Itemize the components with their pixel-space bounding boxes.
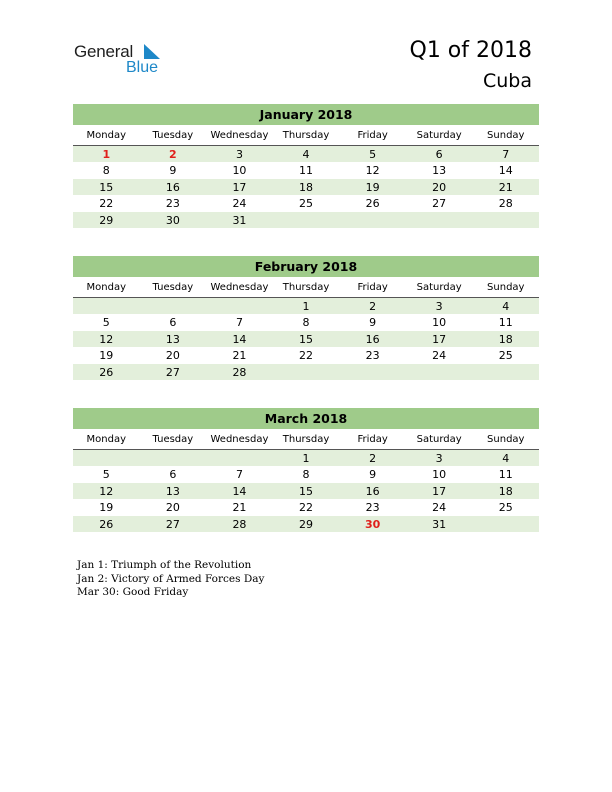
day-cell: 4 [302,148,310,161]
day-cell: 2 [369,300,377,313]
week-row [73,298,539,314]
day-cell: 7 [502,148,510,161]
day-cell: 24 [432,501,447,515]
day-cell [472,212,539,228]
week-row [73,179,539,195]
day-cell: 5 [102,468,110,482]
day-cell: 23 [365,501,380,515]
holiday-note: Jan 1: Triumph of the Revolution [77,559,252,571]
holiday-note: Mar 30: Good Friday [77,586,189,598]
month-title: January 2018 [73,104,539,125]
day-cell: 8 [302,468,310,482]
day-cell [406,212,473,228]
weekday-label: Friday [357,282,388,293]
weekday-label: Wednesday [210,130,269,141]
week-row [73,466,539,482]
day-cell: 18 [498,484,513,498]
month-march [73,408,539,532]
day-cell: 10 [432,468,447,482]
day-cell: 28 [232,365,247,379]
day-cell: 18 [299,180,314,194]
day-cell: 23 [365,349,380,363]
day-cell: 31 [432,517,447,531]
day-cell [206,298,273,314]
day-cell [472,516,539,532]
weekday-header [73,277,539,298]
day-cell: 13 [432,164,447,178]
day-cell: 22 [99,197,114,211]
day-cell [273,212,340,228]
month-title: March 2018 [73,408,539,429]
day-cell: 28 [498,197,513,211]
day-cell: 27 [165,365,180,379]
day-cell: 21 [498,180,513,194]
day-cell: 16 [365,484,380,498]
day-cell [339,212,406,228]
day-cell: 25 [498,349,513,363]
weekday-label: Saturday [416,282,462,293]
day-cell: 26 [99,517,114,531]
day-cell: 8 [102,164,110,178]
day-cell: 4 [502,452,510,465]
day-cell: 19 [99,349,114,363]
brand-general: General [74,42,134,61]
weekday-header [73,125,539,146]
week-row [73,347,539,363]
day-cell: 1 [102,148,111,161]
holiday-notes [77,559,264,600]
week-row [73,162,539,178]
day-cell: 11 [498,316,513,330]
day-cell: 19 [99,501,114,515]
day-cell: 20 [432,180,447,194]
day-cell: 3 [435,452,443,465]
weekday-label: Tuesday [152,282,194,293]
day-cell [339,364,406,380]
day-cell: 22 [299,501,314,515]
day-cell: 24 [432,349,447,363]
day-cell: 13 [165,484,180,498]
country-name: Cuba [482,70,532,92]
day-cell: 3 [235,148,243,161]
weekday-label: Friday [357,434,388,445]
day-cell: 26 [365,197,380,211]
day-cell: 10 [232,164,247,178]
weekday-label: Thursday [282,282,330,293]
day-cell: 26 [99,365,114,379]
day-cell: 4 [502,300,510,313]
day-cell: 28 [232,517,247,531]
day-cell: 9 [369,468,377,482]
day-cell: 12 [365,164,380,178]
day-cell: 9 [169,164,177,178]
day-cell: 24 [232,197,247,211]
day-cell: 7 [235,468,243,482]
weekday-header [73,429,539,450]
day-cell: 29 [99,213,114,227]
day-cell: 1 [302,300,310,313]
page-title: Q1 of 2018 [409,38,532,63]
weekday-label: Monday [86,434,127,445]
day-cell: 5 [102,316,110,330]
weekday-label: Wednesday [210,282,269,293]
day-cell: 18 [498,332,513,346]
day-cell: 5 [369,148,377,161]
day-cell: 13 [165,332,180,346]
weekday-label: Monday [86,130,127,141]
month-title: February 2018 [73,256,539,277]
week-row [73,195,539,211]
week-row [73,499,539,515]
brand-logo [74,42,184,78]
week-row [73,450,539,466]
day-cell: 15 [99,180,114,194]
weekday-label: Sunday [487,282,525,293]
day-cell: 2 [169,148,177,161]
month-january [73,104,539,228]
day-cell: 21 [232,349,247,363]
week-row [73,516,539,532]
day-cell [273,364,340,380]
month-february [73,256,539,380]
weekday-label: Sunday [487,130,525,141]
week-row [73,212,539,228]
weekday-label: Friday [357,130,388,141]
day-cell: 9 [369,316,377,330]
week-row [73,314,539,330]
day-cell: 17 [432,484,447,498]
day-cell: 17 [432,332,447,346]
day-cell: 20 [165,501,180,515]
day-cell: 19 [365,180,380,194]
day-cell: 1 [302,452,310,465]
day-cell: 7 [235,316,243,330]
day-cell: 30 [165,213,180,227]
brand-blue: Blue [126,59,159,76]
day-cell: 25 [299,197,314,211]
weekday-label: Thursday [282,434,330,445]
day-cell: 6 [169,316,177,330]
day-cell: 20 [165,349,180,363]
weekday-label: Saturday [416,130,462,141]
day-cell: 2 [369,452,377,465]
week-row [73,483,539,499]
day-cell: 6 [169,468,177,482]
day-cell [73,298,140,314]
day-cell: 21 [232,501,247,515]
day-cell: 25 [498,501,513,515]
day-cell: 14 [232,332,247,346]
weekday-label: Saturday [416,434,462,445]
day-cell: 11 [498,468,513,482]
holiday-note: Jan 2: Victory of Armed Forces Day [77,572,265,585]
day-cell: 15 [299,332,314,346]
weekday-label: Sunday [487,434,525,445]
day-cell: 12 [99,332,114,346]
day-cell: 16 [365,332,380,346]
day-cell: 10 [432,316,447,330]
day-cell: 15 [299,484,314,498]
weekday-label: Thursday [282,130,330,141]
day-cell: 3 [435,300,443,313]
day-cell: 27 [432,197,447,211]
weekday-label: Tuesday [152,130,194,141]
day-cell [140,450,207,466]
day-cell: 6 [435,148,443,161]
day-cell: 17 [232,180,247,194]
week-row [73,364,539,380]
day-cell: 27 [165,517,180,531]
day-cell [140,298,207,314]
day-cell [472,364,539,380]
day-cell: 16 [165,180,180,194]
day-cell [206,450,273,466]
week-row [73,331,539,347]
day-cell: 30 [364,517,381,531]
day-cell: 31 [232,213,247,227]
day-cell: 22 [299,349,314,363]
day-cell: 14 [498,164,513,178]
weekday-label: Wednesday [210,434,269,445]
day-cell [406,364,473,380]
day-cell: 11 [299,164,314,178]
day-cell: 29 [299,517,314,531]
weekday-label: Tuesday [152,434,194,445]
day-cell: 12 [99,484,114,498]
day-cell [73,450,140,466]
day-cell: 23 [165,197,180,211]
week-row [73,146,539,162]
day-cell: 14 [232,484,247,498]
flag-icon [140,44,162,60]
day-cell: 8 [302,316,310,330]
weekday-label: Monday [86,282,127,293]
